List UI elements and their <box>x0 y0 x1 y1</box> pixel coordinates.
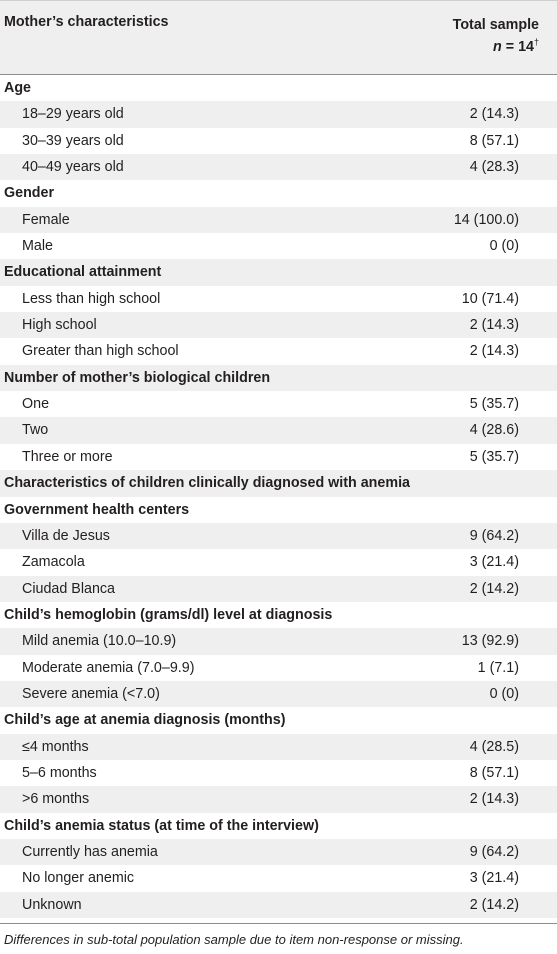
row-label: Zamacola <box>22 554 85 571</box>
row-label: Villa de Jesus <box>22 527 110 544</box>
table-row <box>0 523 557 549</box>
row-label: Greater than high school <box>22 343 179 360</box>
n-value: = 14 <box>501 39 534 55</box>
row-label: Three or more <box>22 448 113 465</box>
row-label: Currently has anemia <box>22 843 158 860</box>
section-row <box>0 602 557 628</box>
row-value: 5 (35.7) <box>469 448 519 465</box>
table-row <box>0 786 557 812</box>
section-heading: Educational attainment <box>4 264 162 281</box>
row-label: >6 months <box>22 791 90 808</box>
column-header-characteristics: Mother’s characteristics <box>4 14 169 30</box>
table-row <box>0 549 557 575</box>
row-value: 2 (14.3) <box>469 791 519 808</box>
row-label: No longer anemic <box>22 870 135 887</box>
row-value: 3 (21.4) <box>469 554 519 571</box>
table-row <box>0 865 557 891</box>
row-value: 2 (14.2) <box>469 896 519 913</box>
row-label: Severe anemia (<7.0) <box>22 685 160 702</box>
row-label: Unknown <box>22 896 82 913</box>
section-heading: Gender <box>4 185 55 202</box>
row-value: 9 (64.2) <box>469 843 519 860</box>
total-sample-label: Total sample <box>452 17 539 33</box>
table-row <box>0 734 557 760</box>
section-heading: Government health centers <box>4 501 190 518</box>
row-label: Mild anemia (10.0–10.9) <box>22 633 177 650</box>
row-value: 4 (28.6) <box>469 422 519 439</box>
row-value: 0 (0) <box>489 238 519 255</box>
sample-size <box>453 36 539 58</box>
table-row <box>0 207 557 233</box>
table-row <box>0 576 557 602</box>
table-row <box>0 760 557 786</box>
section-row <box>0 259 557 285</box>
row-value: 4 (28.5) <box>469 738 519 755</box>
column-header-total-sample <box>453 14 539 58</box>
row-label: 18–29 years old <box>22 106 124 123</box>
row-value: 14 (100.0) <box>453 211 519 228</box>
table-body <box>0 75 557 918</box>
row-label: Moderate anemia (7.0–9.9) <box>22 659 195 676</box>
row-label: High school <box>22 317 97 334</box>
row-label: Ciudad Blanca <box>22 580 115 597</box>
table-row <box>0 128 557 154</box>
table-row <box>0 655 557 681</box>
row-value: 2 (14.3) <box>469 106 519 123</box>
section-heading: Child’s anemia status (at time of the interview) <box>4 817 319 834</box>
section-heading: Number of mother’s biological children <box>4 369 271 386</box>
section-row <box>0 707 557 733</box>
row-label: 40–49 years old <box>22 159 124 176</box>
section-heading: Characteristics of children clinically diagnosed with anemia <box>4 475 410 492</box>
section-row <box>0 470 557 496</box>
section-row <box>0 180 557 206</box>
table-footnote: Differences in sub-total population sample due to item non-response or missing. <box>4 932 464 947</box>
table-row <box>0 154 557 180</box>
row-value: 8 (57.1) <box>469 764 519 781</box>
row-value: 2 (14.3) <box>469 343 519 360</box>
n-symbol: n <box>493 39 502 55</box>
row-label: Female <box>22 211 70 228</box>
row-value: 9 (64.2) <box>469 527 519 544</box>
table-row <box>0 892 557 918</box>
table-row <box>0 417 557 443</box>
row-value: 2 (14.2) <box>469 580 519 597</box>
table-row <box>0 681 557 707</box>
section-heading: Age <box>4 80 32 96</box>
table-bottom-rule <box>0 923 557 924</box>
row-label: Male <box>22 238 53 255</box>
table-row <box>0 338 557 364</box>
row-value: 3 (21.4) <box>469 870 519 887</box>
row-label: 5–6 months <box>22 764 97 781</box>
table-row <box>0 839 557 865</box>
section-row <box>0 75 557 101</box>
table-row <box>0 444 557 470</box>
table-row <box>0 101 557 127</box>
section-row <box>0 365 557 391</box>
dagger-mark: † <box>533 37 539 48</box>
row-value: 5 (35.7) <box>469 396 519 413</box>
row-value: 1 (7.1) <box>477 659 519 676</box>
table-row <box>0 233 557 259</box>
row-label: Two <box>22 422 49 439</box>
row-value: 8 (57.1) <box>469 132 519 149</box>
section-heading: Child’s age at anemia diagnosis (months) <box>4 712 286 729</box>
table-row <box>0 391 557 417</box>
section-heading: Child’s hemoglobin (grams/dl) level at diagnosis <box>4 606 333 623</box>
row-label: One <box>22 396 50 413</box>
section-row <box>0 497 557 523</box>
row-value: 13 (92.9) <box>461 633 519 650</box>
table-row <box>0 286 557 312</box>
row-value: 10 (71.4) <box>461 290 519 307</box>
row-label: Less than high school <box>22 290 161 307</box>
row-label: ≤4 months <box>22 738 89 755</box>
table-header <box>0 0 557 75</box>
row-label: 30–39 years old <box>22 132 124 149</box>
table-row <box>0 628 557 654</box>
section-row <box>0 813 557 839</box>
row-value: 4 (28.3) <box>469 159 519 176</box>
table-row <box>0 312 557 338</box>
row-value: 0 (0) <box>489 685 519 702</box>
row-value: 2 (14.3) <box>469 317 519 334</box>
